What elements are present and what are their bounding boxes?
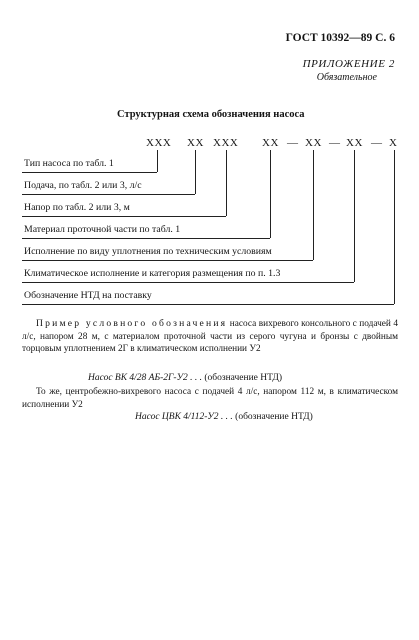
connector-line xyxy=(157,150,158,172)
scheme-title: Структурная схема обозначения насоса xyxy=(117,109,305,120)
label-climate: Климатическое исполнение и категория размещения по п. 1.3 xyxy=(24,268,281,279)
label-underline xyxy=(22,304,394,305)
code-material: ХХ xyxy=(262,137,279,149)
code-climate: ХХ xyxy=(346,137,363,149)
label-underline xyxy=(22,216,226,217)
example-text: насоса вихревого консольного с подачей 4 л/с, напором 28 м, с материалом проточной части из серого чугуна и бронзы с двойным торцовым уплотнением 2Г в климатическом исполнении У2 xyxy=(22,319,398,355)
example-paragraph-2: То же, центробежно-вихревого насоса с подачей 4 л/с, напором 112 м, в климатическом исполнении У2 xyxy=(22,387,398,410)
code-dash: — xyxy=(329,137,340,149)
label-underline xyxy=(22,172,157,173)
label-head: Напор по табл. 2 или 3, м xyxy=(24,202,130,213)
example-lead: Пример условного обозначения xyxy=(36,318,228,329)
connector-line xyxy=(313,150,314,260)
connector-line xyxy=(195,150,196,194)
designation-note: (обозначение НТД) xyxy=(232,412,313,422)
code-flow: ХХ xyxy=(187,137,204,149)
connector-line xyxy=(226,150,227,216)
code-head: ХХХ xyxy=(213,137,239,149)
label-material: Материал проточной части по табл. 1 xyxy=(24,224,181,235)
label-seal: Исполнение по виду уплотнения по техническим условиям xyxy=(24,246,272,257)
connector-line xyxy=(394,150,395,304)
connector-line xyxy=(354,150,355,282)
code-seal: ХХ xyxy=(305,137,322,149)
label-pump-type: Тип насоса по табл. 1 xyxy=(24,158,114,169)
code-dash: — xyxy=(371,137,382,149)
designation-note: (обозначение НТД) xyxy=(201,373,282,383)
label-flow: Подача, по табл. 2 или 3, л/с xyxy=(24,180,142,191)
code-dash: — xyxy=(287,137,298,149)
connector-line xyxy=(270,150,271,238)
designation-text: Насос ЦВК 4/112-У2 . . . xyxy=(135,412,233,422)
document-code: ГОСТ 10392—89 С. 6 xyxy=(285,32,395,44)
label-underline xyxy=(22,238,270,239)
code-ntd: Х xyxy=(389,137,398,149)
appendix-status: Обязательное xyxy=(316,72,377,83)
label-underline xyxy=(22,194,195,195)
appendix-title: ПРИЛОЖЕНИЕ 2 xyxy=(302,58,395,70)
example-designation-2 xyxy=(135,412,313,422)
example-paragraph xyxy=(22,318,398,356)
designation-text: Насос ВК 4/28 АБ-2Г-У2 . . . xyxy=(88,373,202,383)
label-underline xyxy=(22,260,313,261)
example-designation-1 xyxy=(88,373,282,383)
label-underline xyxy=(22,282,354,283)
label-ntd: Обозначение НТД на поставку xyxy=(24,290,152,301)
code-type: ХХХ xyxy=(146,137,172,149)
